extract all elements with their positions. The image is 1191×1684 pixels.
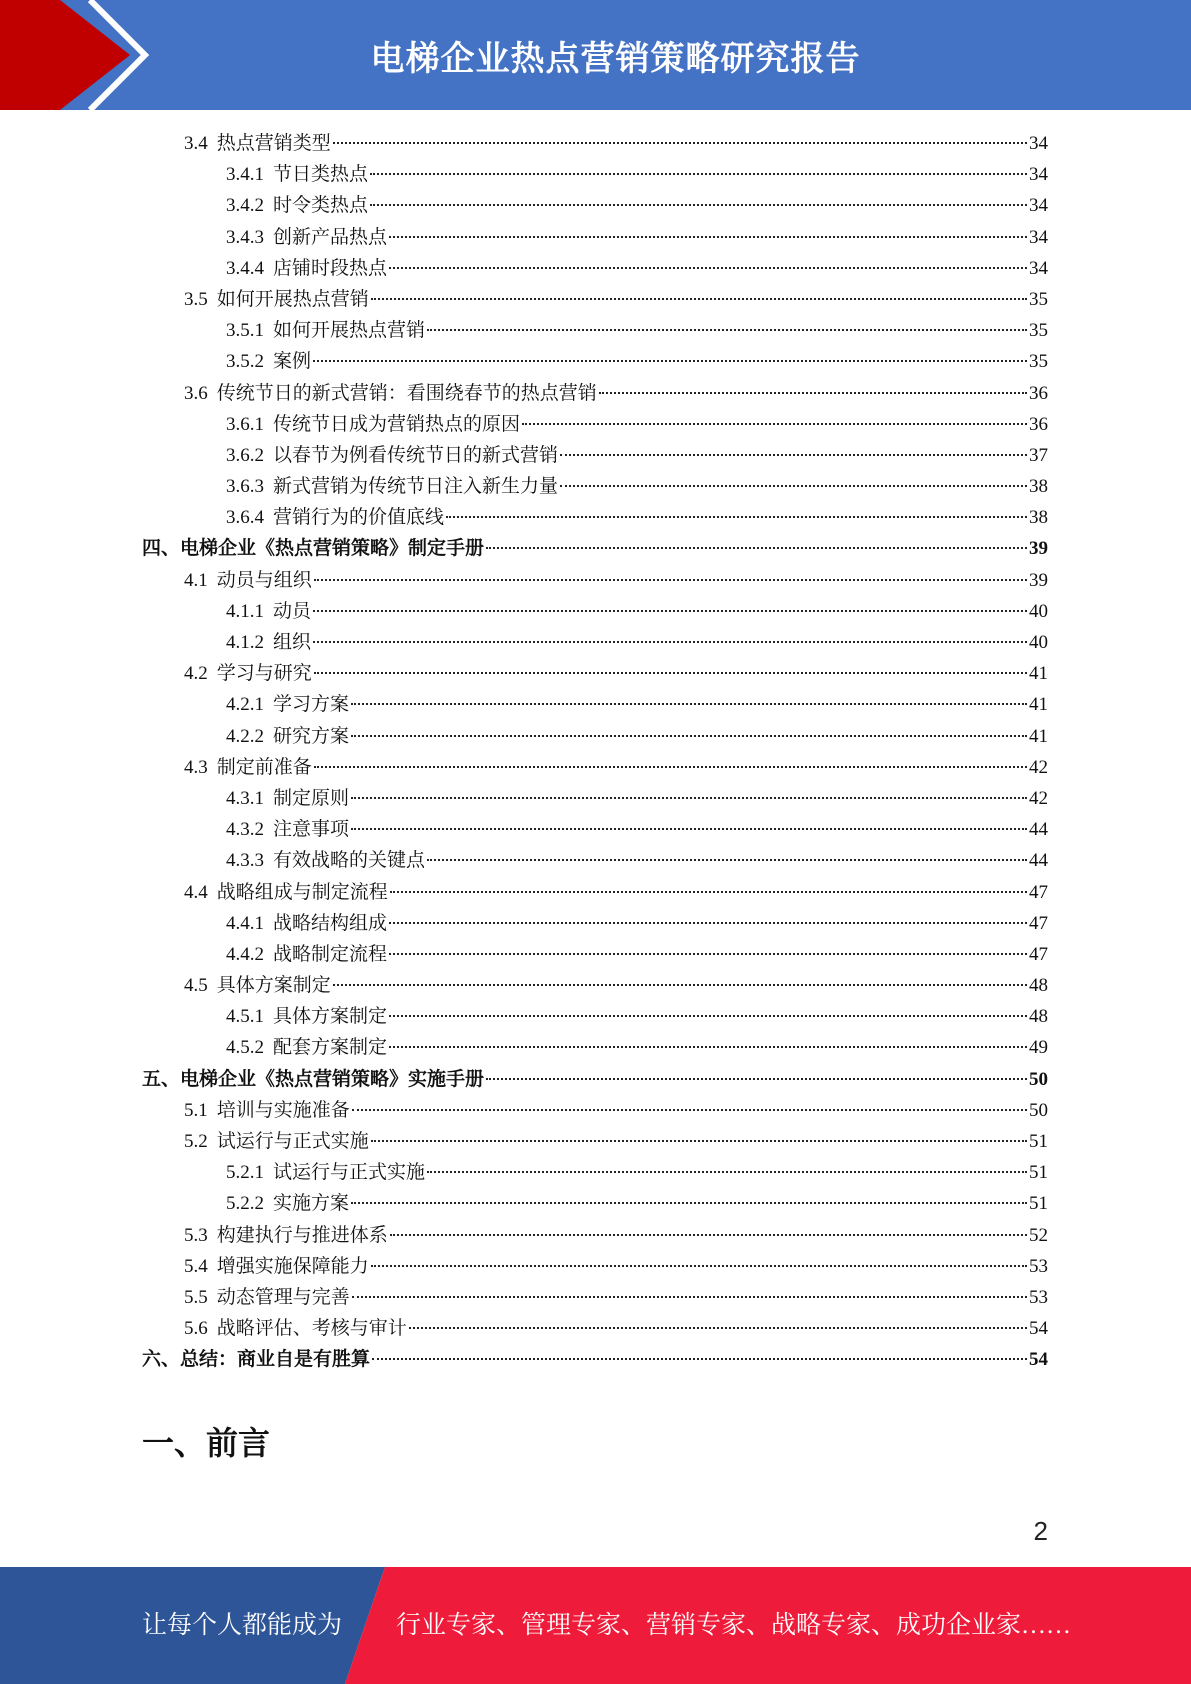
toc-entry-page: 53 [1029,1255,1048,1277]
toc-entry-page: 39 [1029,538,1048,560]
toc-entry-title: 研究方案 [273,725,350,747]
toc-entry-number: 4.2.2 [226,725,264,747]
toc-entry-number: 4.3.1 [226,787,264,809]
toc-entry-number: 5.5 [184,1286,208,1308]
toc-entry-number: 4.4 [184,881,208,903]
toc-entry-title: 动员与组织 [216,569,312,591]
toc-entry-number: 4.2.1 [226,694,264,716]
toc-entry-page: 34 [1029,257,1048,279]
toc-entry-page: 41 [1029,725,1048,747]
toc-dot-leader [522,423,1027,425]
toc-entry-page: 51 [1029,1162,1048,1184]
toc-entry-title: 战略制定流程 [273,943,388,965]
toc-dot-leader [314,579,1027,581]
toc-entry[interactable] [142,1126,1048,1157]
toc-entry-title: 注意事项 [273,819,350,841]
toc-entry-page: 35 [1029,320,1048,342]
toc-entry-title: 五、电梯企业《热点营销策略》实施手册 [142,1068,485,1090]
toc-entry-number: 3.6 [184,382,208,404]
toc-entry[interactable] [142,128,1048,159]
toc-entry-title: 学习与研究 [216,663,312,685]
toc-entry-page: 54 [1029,1318,1048,1340]
toc-entry-title: 新式营销为传统节日注入新生力量 [273,476,559,498]
toc-dot-leader [333,142,1027,144]
toc-dot-leader [389,236,1027,238]
header-red-arrow-decoration [0,0,150,110]
toc-dot-leader [427,1171,1027,1173]
toc-entry[interactable] [142,908,1048,939]
toc-dot-leader [599,392,1027,394]
toc-entry-title: 传统节日成为营销热点的原因 [273,413,521,435]
toc-entry-page: 51 [1029,1131,1048,1152]
toc-entry-title: 具体方案制定 [216,975,331,997]
toc-dot-leader [351,735,1027,737]
toc-entry[interactable] [142,471,1048,502]
toc-entry[interactable] [142,939,1048,970]
toc-dot-leader [351,1202,1027,1204]
toc-dot-leader [352,1109,1027,1111]
toc-entry-page: 48 [1029,975,1048,997]
toc-entry-number: 4.2 [184,663,208,685]
toc-entry[interactable] [142,1001,1048,1032]
page-header [0,0,1191,110]
toc-entry-number: 3.6.1 [226,413,264,435]
toc-entry-page: 42 [1029,756,1048,778]
toc-entry-number: 3.4.2 [226,195,264,217]
toc-entry-number: 5.1 [184,1099,208,1121]
toc-dot-leader [351,797,1027,799]
toc-entry-title: 营销行为的价值底线 [273,507,445,529]
toc-dot-leader [486,1078,1027,1080]
toc-entry-number: 4.3.2 [226,819,264,841]
toc-entry-number: 4.5.2 [226,1037,264,1059]
toc-entry-page: 40 [1029,600,1048,622]
toc-entry-number: 5.3 [184,1224,208,1246]
toc-entry-page: 34 [1029,226,1048,248]
toc-entry-number: 3.5.2 [226,351,264,373]
toc-entry-title: 店铺时段热点 [273,257,388,279]
toc-entry-number: 3.5 [184,288,208,310]
toc-dot-leader [313,360,1027,362]
table-of-contents [142,128,1048,1376]
toc-entry-number: 4.1 [184,569,208,591]
toc-dot-leader [389,922,1027,924]
toc-entry[interactable] [142,783,1048,814]
toc-entry[interactable] [142,658,1048,689]
page-footer [0,1567,1191,1684]
toc-dot-leader [351,828,1027,830]
toc-entry-page: 38 [1029,507,1048,529]
toc-entry[interactable] [142,440,1048,471]
toc-entry-number: 3.4 [184,133,208,154]
toc-entry-title: 案例 [273,351,312,373]
toc-entry[interactable] [142,409,1048,440]
toc-entry[interactable] [142,1282,1048,1313]
toc-entry-page: 44 [1029,819,1048,841]
toc-entry[interactable] [142,1344,1048,1375]
toc-entry-page: 41 [1029,694,1048,716]
toc-dot-leader [409,1327,1027,1329]
section-heading: 一、前言 [142,1424,271,1462]
toc-entry[interactable] [142,502,1048,533]
toc-entry-title: 四、电梯企业《热点营销策略》制定手册 [142,538,485,560]
toc-entry-number: 3.4.3 [226,226,264,248]
toc-entry-title: 具体方案制定 [273,1006,388,1028]
toc-dot-leader [370,204,1027,206]
toc-dot-leader [560,485,1027,487]
toc-entry[interactable] [142,970,1048,1001]
toc-entry[interactable] [142,1095,1048,1126]
toc-entry-number: 3.6.3 [226,476,264,498]
toc-entry[interactable] [142,315,1048,346]
toc-entry-number: 4.5 [184,975,208,997]
toc-entry-number: 3.5.1 [226,320,264,342]
toc-entry-page: 37 [1029,444,1048,466]
toc-dot-leader [371,1265,1027,1267]
toc-entry-title: 战略结构组成 [273,912,388,934]
toc-entry-number: 4.4.1 [226,912,264,934]
toc-entry[interactable] [142,752,1048,783]
toc-entry-page: 52 [1029,1224,1048,1246]
toc-entry[interactable] [142,1032,1048,1063]
toc-entry-page: 48 [1029,1006,1048,1028]
toc-entry[interactable] [142,1157,1048,1188]
toc-dot-leader [314,766,1027,768]
toc-dot-leader [371,298,1027,300]
toc-entry-page: 51 [1029,1193,1048,1215]
toc-dot-leader [352,1296,1027,1298]
toc-entry[interactable] [142,1251,1048,1282]
toc-entry-title: 六、总结：商业自是有胜算 [142,1349,371,1371]
toc-entry[interactable] [142,222,1048,253]
footer-slogan-left: 让每个人都能成为 [142,1612,343,1639]
toc-entry-number: 4.1.1 [226,600,264,622]
toc-entry-page: 47 [1029,943,1048,965]
toc-entry-page: 44 [1029,850,1048,872]
toc-dot-leader [390,891,1027,893]
toc-entry[interactable] [142,1188,1048,1219]
toc-entry-page: 50 [1029,1099,1048,1121]
toc-entry[interactable] [142,159,1048,190]
toc-entry-title: 学习方案 [273,694,350,716]
toc-entry-page: 50 [1029,1068,1048,1090]
toc-entry-number: 4.4.2 [226,943,264,965]
toc-entry-number: 3.6.4 [226,507,264,529]
toc-dot-leader [314,672,1027,674]
page-number: 2 [1033,1516,1048,1546]
toc-entry-title: 组织 [273,632,312,653]
toc-entry-title: 制定原则 [273,787,350,809]
toc-entry-title: 有效战略的关键点 [273,850,426,872]
toc-entry-title: 节日类热点 [273,164,369,186]
toc-entry-title: 增强实施保障能力 [216,1255,369,1277]
toc-entry-number: 5.2.1 [226,1162,264,1184]
toc-entry[interactable] [142,627,1048,658]
toc-entry[interactable] [142,721,1048,752]
toc-entry[interactable] [142,1220,1048,1251]
toc-entry-page: 41 [1029,663,1048,685]
toc-entry-title: 热点营销类型 [216,133,331,154]
toc-dot-leader [313,610,1027,612]
toc-entry-title: 配套方案制定 [273,1037,388,1059]
toc-entry-number: 3.4.1 [226,164,264,186]
footer-slogan-right: 行业专家、管理专家、营销专家、战略专家、成功企业家…… [396,1612,1072,1639]
toc-dot-leader [560,454,1027,456]
toc-entry-page: 42 [1029,787,1048,809]
toc-entry-title: 试运行与正式实施 [216,1131,369,1152]
toc-dot-leader [446,516,1027,518]
toc-dot-leader [370,173,1027,175]
toc-entry[interactable] [142,253,1048,284]
toc-entry-page: 54 [1029,1349,1048,1371]
toc-entry[interactable] [142,814,1048,845]
toc-dot-leader [371,1140,1027,1142]
toc-entry-title: 战略评估、考核与审计 [216,1318,407,1340]
toc-entry-page: 40 [1029,632,1048,653]
toc-entry-title: 制定前准备 [216,756,312,778]
toc-dot-leader [389,953,1027,955]
toc-entry[interactable] [142,190,1048,221]
toc-entry-number: 3.4.4 [226,257,264,279]
toc-entry-page: 34 [1029,195,1048,217]
toc-entry-number: 5.4 [184,1255,208,1277]
toc-entry-page: 47 [1029,912,1048,934]
toc-entry-title: 如何开展热点营销 [216,288,369,310]
toc-entry-title: 如何开展热点营销 [273,320,426,342]
toc-entry[interactable] [142,533,1048,564]
toc-entry-page: 36 [1029,382,1048,404]
toc-entry-number: 4.1.2 [226,632,264,653]
toc-dot-leader [333,984,1027,986]
toc-dot-leader [351,703,1027,705]
toc-entry[interactable] [142,845,1048,876]
toc-dot-leader [427,859,1027,861]
toc-entry[interactable] [142,689,1048,720]
toc-entry-title: 动员 [273,600,312,622]
toc-entry-title: 战略组成与制定流程 [216,881,388,903]
toc-entry-number: 4.3.3 [226,850,264,872]
toc-entry[interactable] [142,877,1048,908]
toc-entry-number: 5.6 [184,1318,208,1340]
toc-entry[interactable] [142,1064,1048,1095]
toc-entry-title: 培训与实施准备 [216,1099,350,1121]
toc-entry-title: 实施方案 [273,1193,350,1215]
toc-entry-number: 4.5.1 [226,1006,264,1028]
toc-entry-number: 5.2 [184,1131,208,1152]
toc-entry-page: 49 [1029,1037,1048,1059]
toc-entry-page: 36 [1029,413,1048,435]
toc-dot-leader [389,1046,1027,1048]
toc-dot-leader [313,641,1027,643]
toc-entry-page: 35 [1029,351,1048,373]
report-title: 电梯企业热点营销策略研究报告 [370,38,861,79]
toc-entry-page: 35 [1029,288,1048,310]
toc-dot-leader [389,1015,1027,1017]
toc-entry-title: 时令类热点 [273,195,369,217]
toc-entry-page: 53 [1029,1286,1048,1308]
toc-entry-title: 创新产品热点 [273,226,388,248]
toc-entry[interactable] [142,596,1048,627]
toc-entry-title: 试运行与正式实施 [273,1162,426,1184]
toc-dot-leader [372,1358,1027,1360]
toc-entry[interactable] [142,284,1048,315]
toc-entry-page: 47 [1029,881,1048,903]
toc-entry-number: 4.3 [184,756,208,778]
toc-entry-title: 传统节日的新式营销：看围绕春节的热点营销 [216,382,597,404]
toc-dot-leader [486,547,1027,549]
toc-entry-page: 39 [1029,569,1048,591]
toc-entry-page: 34 [1029,133,1048,154]
toc-entry-number: 5.2.2 [226,1193,264,1215]
toc-dot-leader [389,267,1027,269]
toc-entry[interactable] [142,346,1048,377]
toc-entry-page: 34 [1029,164,1048,186]
toc-entry-title: 构建执行与推进体系 [216,1224,388,1246]
toc-entry-page: 38 [1029,476,1048,498]
toc-entry[interactable] [142,1313,1048,1344]
toc-entry-title: 以春节为例看传统节日的新式营销 [273,444,559,466]
toc-entry-number: 3.6.2 [226,444,264,466]
toc-dot-leader [427,329,1027,331]
toc-entry-title: 动态管理与完善 [216,1286,350,1308]
toc-dot-leader [390,1234,1027,1236]
toc-entry[interactable] [142,378,1048,409]
toc-entry[interactable] [142,565,1048,596]
